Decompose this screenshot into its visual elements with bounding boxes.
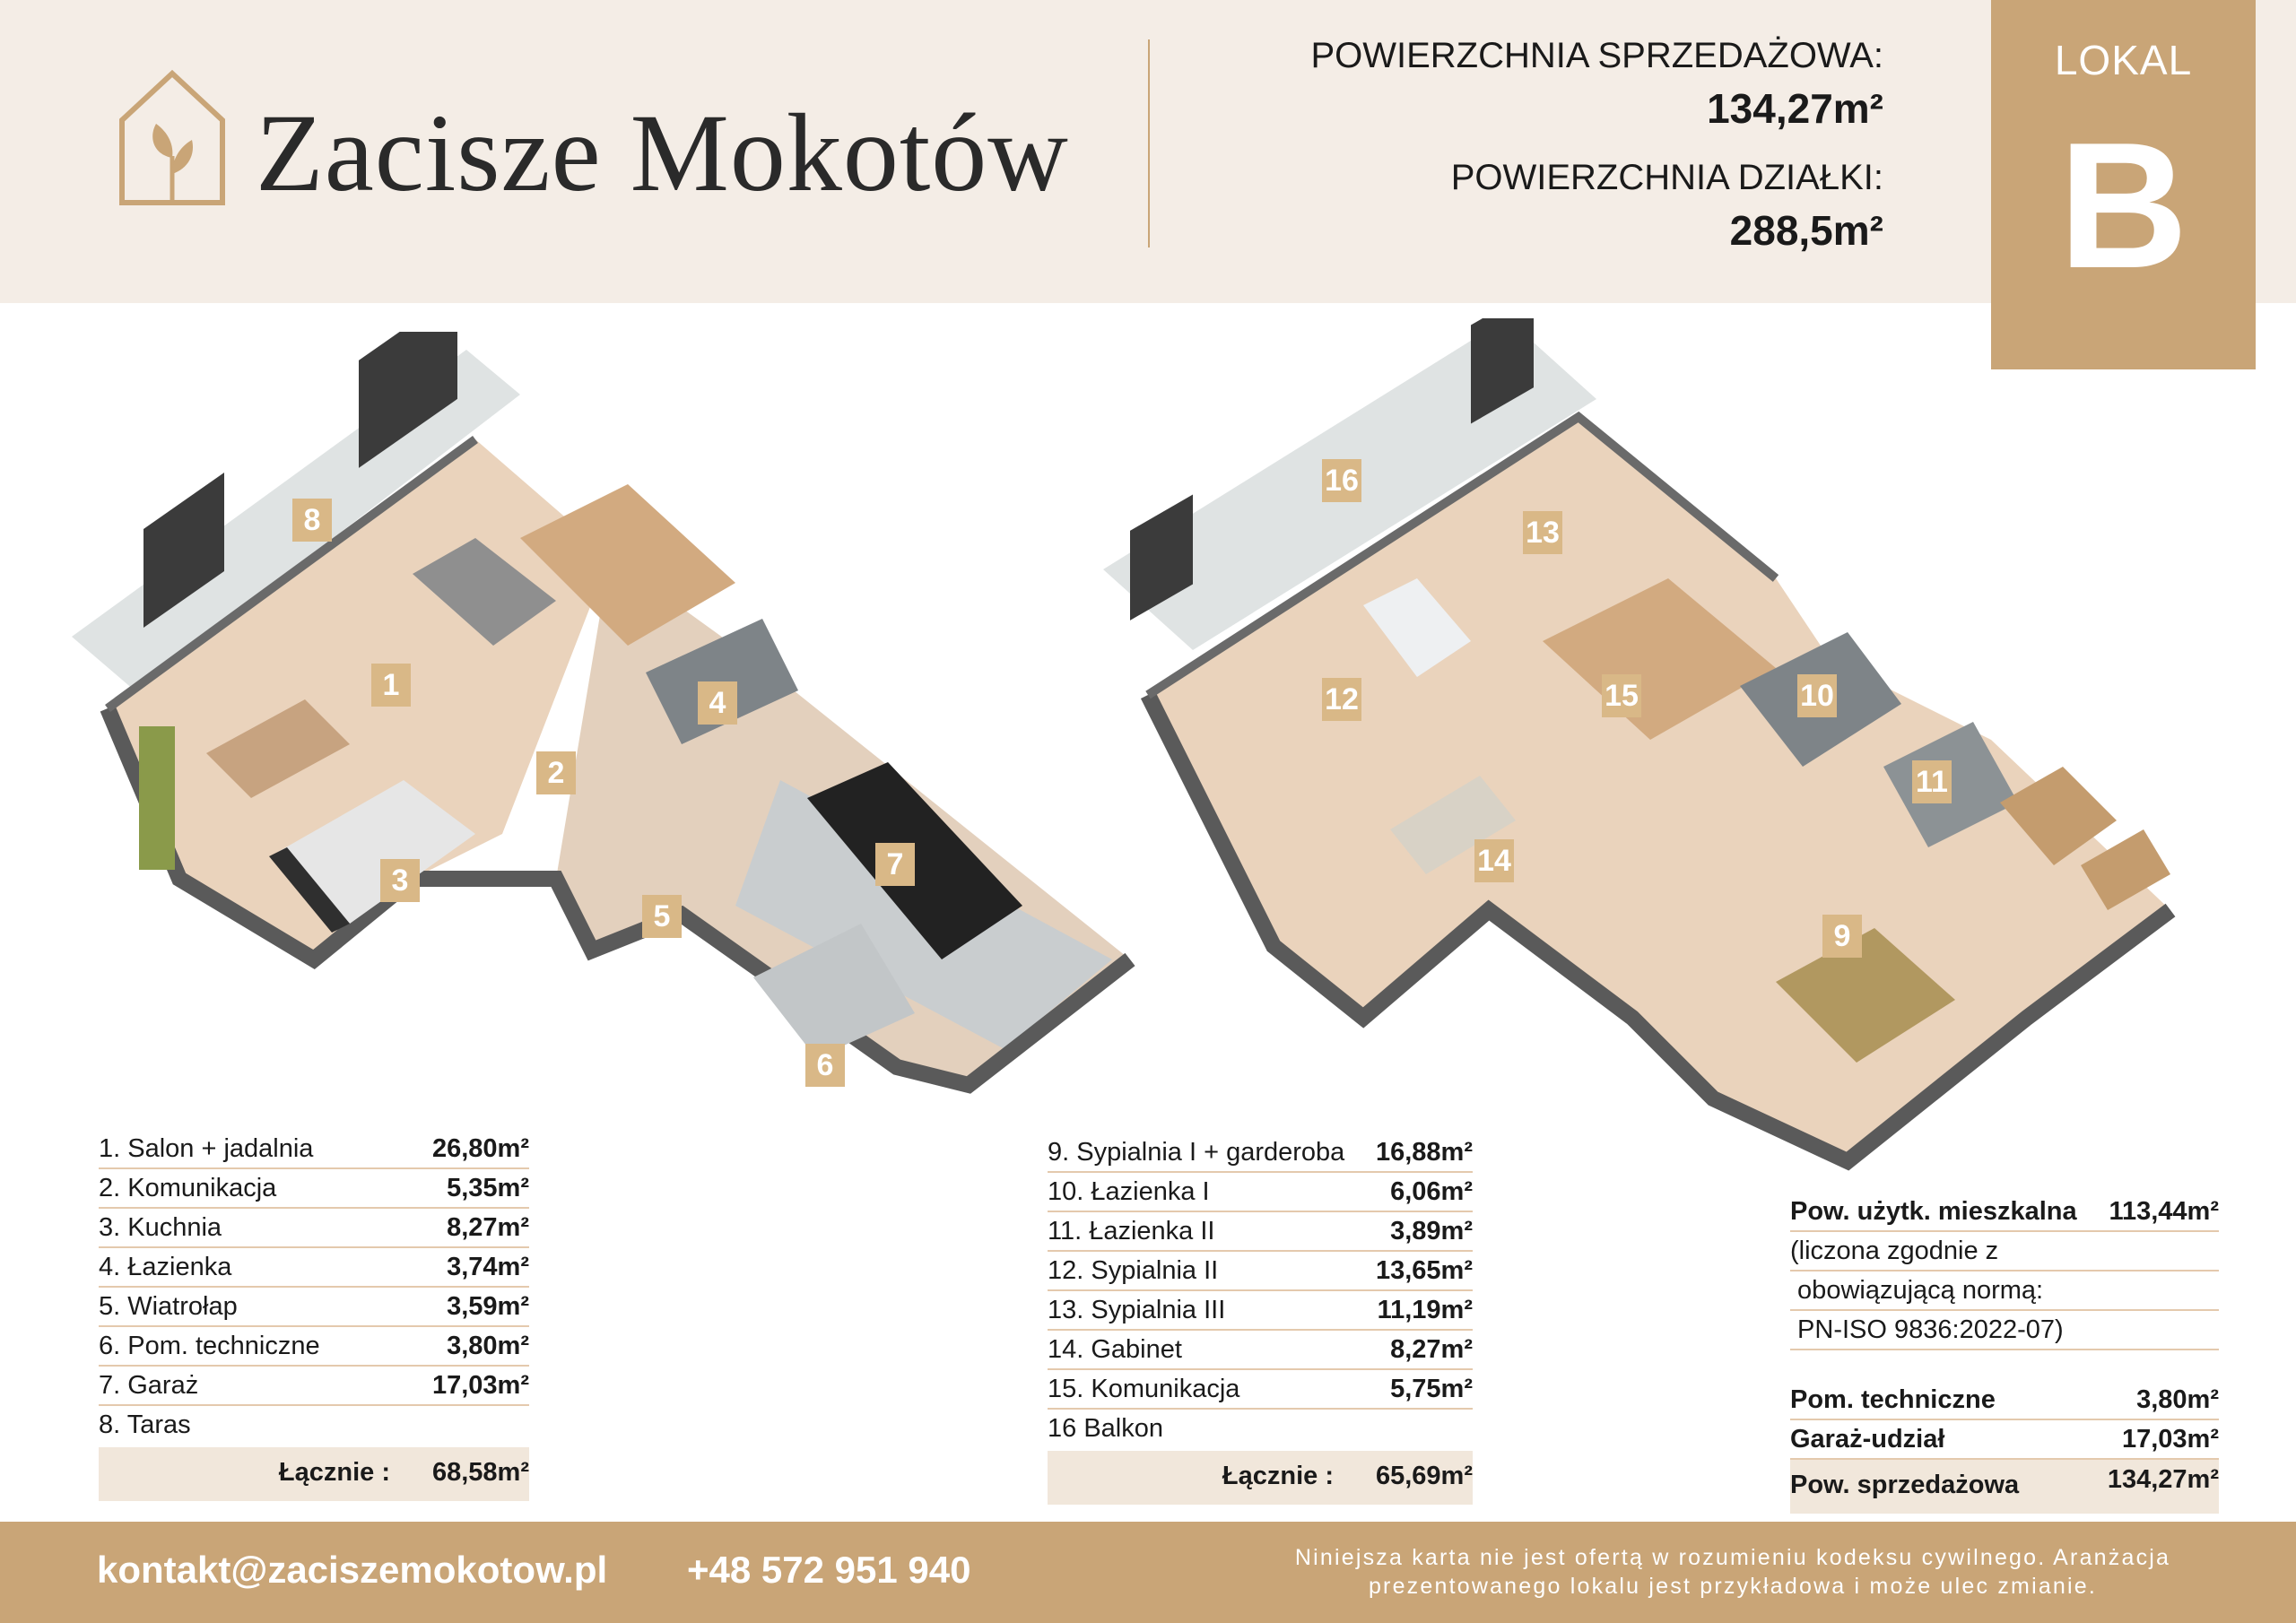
- norm-note-line: obowiązującą normą:: [1790, 1271, 2219, 1311]
- unit-letter: B: [2058, 106, 2188, 306]
- norm-note-line: (liczona zgodnie z: [1790, 1232, 2219, 1271]
- list-row: 9. Sypialnia I + garderoba 16,88m²: [1048, 1133, 1473, 1173]
- room-marker-16: 16: [1322, 459, 1361, 502]
- list-row: 11. Łazienka II 3,89m²: [1048, 1212, 1473, 1252]
- room-marker-15: 15: [1602, 674, 1641, 717]
- ground-floor-plan: [54, 332, 1139, 1219]
- room-marker-2: 2: [536, 751, 576, 794]
- list-row: 1. Salon + jadalnia 26,80m²: [99, 1130, 529, 1169]
- legal-disclaimer: Niniejsza karta nie jest ofertą w rozumieniu kodeksu cywilnego. Aranżacja prezentowanego lokalu jest przykładowa i może ulec zmianie.: [1294, 1545, 2171, 1599]
- list-row: 12. Sypialnia II 13,65m²: [1048, 1252, 1473, 1291]
- spacer: [1790, 1350, 2219, 1381]
- room-marker-6: 6: [805, 1044, 845, 1087]
- upper-floor-total: Łącznie : 65,69m²: [1048, 1451, 1473, 1505]
- list-row: 8. Taras: [99, 1410, 191, 1439]
- contact-email-link[interactable]: kontakt@zaciszemokotow.pl: [97, 1549, 608, 1591]
- room-marker-12: 12: [1322, 678, 1361, 721]
- summary-row: Pom. techniczne 3,80m²: [1790, 1381, 2219, 1420]
- upper-floor-area-list: [1048, 1133, 1473, 1505]
- sales-area-value: 134,27m²: [1707, 85, 1883, 132]
- room-marker-13: 13: [1523, 511, 1562, 554]
- list-row: 4. Łazienka 3,74m²: [99, 1248, 529, 1288]
- list-row: 7. Garaż 17,03m²: [99, 1367, 529, 1406]
- room-marker-4: 4: [698, 681, 737, 725]
- list-row: 16 Balkon: [1048, 1414, 1163, 1443]
- list-row: 3. Kuchnia 8,27m²: [99, 1209, 529, 1248]
- brand-name: Zacisze Mokotów: [256, 91, 1069, 214]
- room-marker-3: 3: [380, 859, 420, 902]
- room-marker-8: 8: [292, 499, 332, 542]
- list-row: 10. Łazienka I 6,06m²: [1048, 1173, 1473, 1212]
- house-leaf-logo-icon: [117, 68, 228, 210]
- list-row: 5. Wiatrołap 3,59m²: [99, 1288, 529, 1327]
- list-row: 14. Gabinet 8,27m²: [1048, 1331, 1473, 1370]
- footer: [0, 1522, 2296, 1623]
- plot-area-label: POWIERZCHNIA DZIAŁKI:: [1450, 158, 1883, 197]
- room-marker-7: 7: [875, 843, 915, 886]
- room-marker-9: 9: [1822, 915, 1862, 958]
- header: [0, 0, 2296, 306]
- norm-note-line: PN-ISO 9836:2022-07): [1790, 1311, 2219, 1350]
- room-marker-11: 11: [1912, 760, 1952, 803]
- sales-area-label: POWIERZCHNIA SPRZEDAŻOWA:: [1310, 36, 1883, 75]
- list-row: 2. Komunikacja 5,35m²: [99, 1169, 529, 1209]
- upper-floor-plan: [1094, 318, 2197, 1197]
- summary-row: Garaż-udział 17,03m²: [1790, 1420, 2219, 1460]
- usable-area-row: Pow. użytk. mieszkalna 113,44m²: [1790, 1193, 2219, 1232]
- header-divider: [1148, 39, 1150, 247]
- contact-phone-link[interactable]: +48 572 951 940: [687, 1549, 971, 1591]
- list-row: 13. Sypialnia III 11,19m²: [1048, 1291, 1473, 1331]
- room-marker-14: 14: [1474, 839, 1514, 882]
- unit-badge: [1991, 0, 2256, 369]
- green-wall: [139, 726, 175, 870]
- room-marker-10: 10: [1797, 674, 1837, 717]
- plot-area-value: 288,5m²: [1729, 207, 1883, 254]
- room-marker-1: 1: [371, 664, 411, 707]
- ground-floor-total: Łącznie : 68,58m²: [99, 1447, 529, 1501]
- sales-area-summary: Pow. sprzedażowa 134,27m²: [1790, 1460, 2219, 1514]
- room-marker-5: 5: [642, 895, 682, 938]
- list-row: 15. Komunikacja 5,75m²: [1048, 1370, 1473, 1410]
- unit-label: LOKAL: [2054, 37, 2193, 83]
- ground-floor-area-list: [99, 1130, 529, 1501]
- summary-list: [1790, 1193, 2219, 1514]
- list-row: 6. Pom. techniczne 3,80m²: [99, 1327, 529, 1367]
